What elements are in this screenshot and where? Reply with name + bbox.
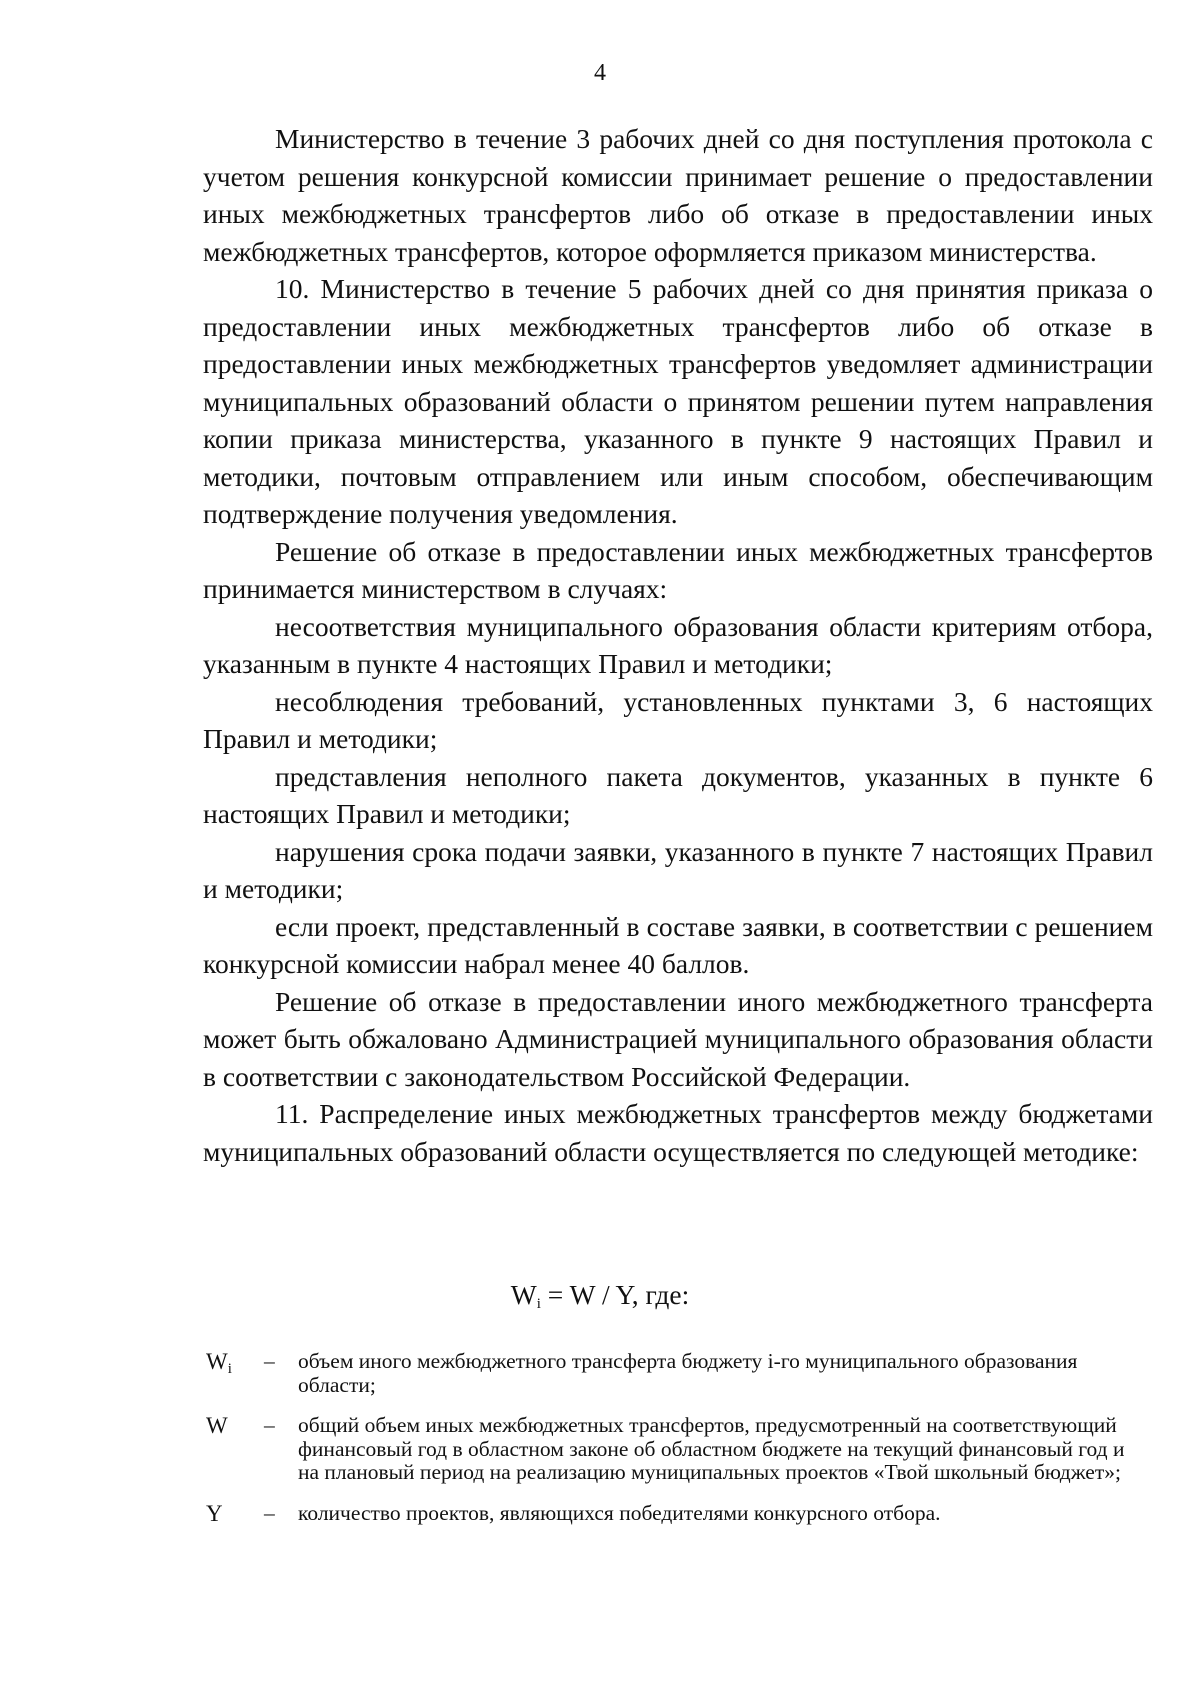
formula [0,1278,1200,1321]
definition-text: общий объем иных межбюджетных трансфертов, предусмотренный на соответствующий финансовый год в областном законе об областном бюджете на текущий финансовый год и на плановый период на реализацию муниципальных проектов «Твой школьный бюджет»; [298,1413,1125,1484]
paragraph: если проект, представленный в составе заявки, в соответствии с решением конкурсной комиссии набрал менее 40 баллов. [203,910,1153,979]
definition-row [206,1414,1156,1485]
paragraph: Министерство в течение 3 рабочих дней со дня поступления протокола с учетом решения конкурсной комиссии принимает решение о предоставлении иных межбюджетных трансфертов либо об отказе в предоставлении иных межбюджетных трансфертов, которое оформляется приказом министерства. [203,123,1153,267]
paragraph: Решение об отказе в предоставлении иного межбюджетного трансферта может быть обжаловано Администрацией муниципального образования области в соответствии с законодательством Российской Федерации. [203,985,1153,1092]
paragraph: 11. Распределение иных межбюджетных трансфертов между бюджетами муниципальных образований области осуществляется по следующей методике: [203,1098,1153,1167]
definition-row [206,1350,1156,1397]
variable-symbol [206,1502,264,1534]
paragraph: несоблюдения требований, установленных пунктами 3, 6 настоящих Правил и методики; [203,685,1153,754]
formula-lhs-subscript: i [536,1296,541,1312]
formula-lhs: W [510,1279,537,1310]
paragraph: Решение об отказе в предоставлении иных межбюджетных трансфертов принимается министерством в случаях: [203,535,1153,604]
formula-rhs: = W / Y, где: [540,1279,690,1310]
definition-dash: – [264,1500,275,1525]
symbol-subscript: i [227,1361,232,1377]
definition-text: количество проектов, являющихся победителями конкурсного отбора. [298,1500,941,1525]
definition-row [206,1502,1156,1534]
definition-dash: – [264,1413,275,1437]
paragraph: несоответствия муниципального образования области критериям отбора, указанным в пункте 4 настоящих Правил и методики; [203,610,1153,679]
paragraph: 10. Министерство в течение 5 рабочих дней со дня принятия приказа о предоставлении иных межбюджетных трансфертов либо об отказе в предоставлении иных межбюджетных трансфертов уведомляет администрации муниципальных образований области о принятом решении путем направления копии приказа министерства, указанного в пункте 9 настоящих Правил и методики, почтовым отправлением или иным способом, обеспечивающим подтверждение получения уведомления. [203,273,1153,529]
variable-symbol [206,1350,264,1382]
symbol-text: Y [206,1500,223,1526]
variable-symbol [206,1414,264,1446]
symbol-text: W [206,1413,228,1438]
paragraph: нарушения срока подачи заявки, указанного в пункте 7 настоящих Правил и методики; [203,835,1153,904]
variable-definitions [206,1350,1156,1550]
symbol-text: W [206,1349,228,1374]
definition-text: объем иного межбюджетного трансферта бюджету i-го муниципального образования области; [298,1349,1078,1397]
page-number: 4 [594,60,606,86]
document-body [203,120,1153,1170]
definition-dash: – [264,1349,275,1373]
paragraph: представления неполного пакета документов, указанных в пункте 6 настоящих Правил и методики; [203,760,1153,829]
